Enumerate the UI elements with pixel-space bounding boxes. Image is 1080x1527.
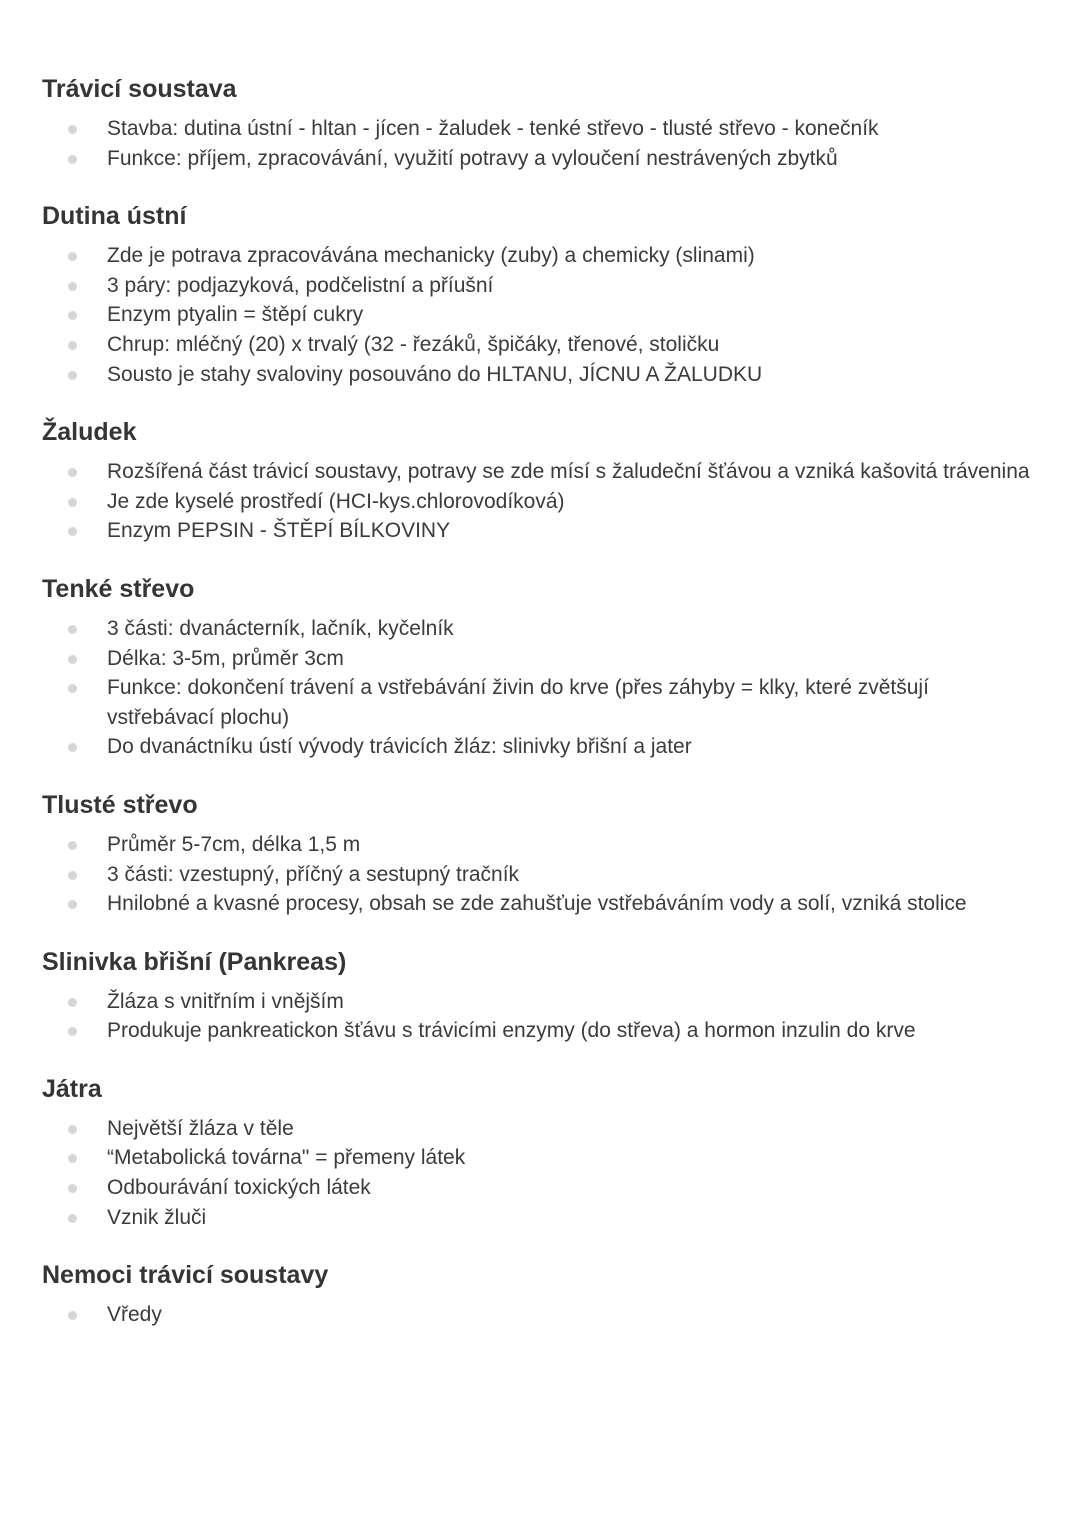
list-item-text: Žláza s vnitřním i vnějším [107, 989, 344, 1013]
section-nemoci [42, 1258, 1040, 1330]
list-item [42, 114, 1037, 144]
list-item [42, 457, 1037, 487]
list-item [42, 889, 1037, 919]
list-item [42, 1300, 1037, 1330]
list-item-text: Funkce: příjem, zpracovávání, využití potravy a vyloučení nestrávených zbytků [107, 146, 838, 170]
list-item-text: Stavba: dutina ústní - hltan - jícen - žaludek - tenké střevo - tlusté střevo - konečník [107, 117, 879, 140]
bullet-icon [68, 1184, 77, 1193]
section-title: Slinivka břišní (Pankreas) [42, 947, 347, 976]
list-item [42, 1114, 1037, 1144]
bullet-icon [68, 468, 77, 477]
bullet-icon [68, 311, 77, 320]
list-item-text: Enzym ptyalin = štěpí cukry [107, 303, 364, 327]
list-item-text: 3 části: vzestupný, příčný a sestupný tračník [107, 862, 520, 886]
bullet-list [42, 457, 1040, 546]
bullet-list [42, 830, 1040, 919]
list-item-text: 3 části: dvanácterník, lačník, kyčelník [107, 616, 454, 640]
section-dutina-ustni [42, 199, 1040, 389]
bullet-icon [68, 900, 77, 909]
bullet-list [42, 614, 1040, 762]
list-item-text: Zde je potrava zpracovávána mechanicky (zuby) a chemicky (slinami) [107, 244, 755, 268]
section-tluste-strevo [42, 788, 1040, 919]
bullet-icon [68, 1125, 77, 1134]
bullet-icon [68, 155, 77, 164]
list-item [42, 830, 1037, 860]
list-item [42, 1143, 1037, 1173]
list-item-text: Enzym PEPSIN - ŠTĚPÍ BÍLKOVINY [107, 519, 451, 543]
list-item-text: Do dvanáctníku ústí vývody trávicích žláz: slinivky břišní a jater [107, 735, 692, 759]
section-slinivka-brisni [42, 945, 1040, 1046]
bullet-icon [68, 1154, 77, 1163]
list-item [42, 1173, 1037, 1203]
list-item [42, 732, 1037, 762]
list-item-text: Průměr 5-7cm, délka 1,5 m [107, 832, 361, 856]
list-item-text: Délka: 3-5m, průměr 3cm [107, 646, 344, 670]
bullet-icon [68, 1027, 77, 1036]
bullet-icon [68, 371, 77, 380]
section-jatra [42, 1072, 1040, 1232]
bullet-icon [68, 841, 77, 850]
section-tenke-strevo [42, 572, 1040, 762]
list-item [42, 241, 1037, 271]
bullet-icon [68, 998, 77, 1007]
bullet-icon [68, 252, 77, 261]
list-item [42, 1016, 1037, 1046]
list-item-text: Vznik žluči [107, 1205, 207, 1229]
list-item [42, 271, 1037, 301]
list-item [42, 614, 1037, 644]
list-item [42, 860, 1037, 890]
list-item [42, 487, 1037, 517]
bullet-icon [68, 341, 77, 350]
bullet-icon [68, 527, 77, 536]
bullet-list [42, 1114, 1040, 1232]
section-travici-soustava [42, 72, 1040, 173]
list-item-text: Je zde kyselé prostředí (HCI-kys.chlorovodíková) [107, 489, 565, 513]
section-title: Dutina ústní [42, 202, 187, 231]
bullet-icon [68, 1311, 77, 1320]
list-item-text: Funkce: dokončení trávení a vstřebávání živin do krve (přes záhyby = klky, které zvětšují vstřebávací plochu) [107, 676, 929, 729]
bullet-list [42, 114, 1040, 173]
bullet-icon [68, 684, 77, 693]
bullet-list [42, 241, 1040, 389]
list-item-text: Vředy [107, 1303, 162, 1327]
bullet-icon [68, 743, 77, 752]
list-item-text: Chrup: mléčný (20) x trvalý (32 - řezáků, špičáky, třenové, stoličku [107, 332, 720, 356]
section-title: Tenké střevo [42, 574, 195, 603]
section-title: Nemoci trávicí soustavy [42, 1261, 329, 1290]
bullet-icon [68, 498, 77, 507]
list-item-text: Sousto je stahy svaloviny posouváno do HLTANU, JÍCNU A ŽALUDKU [107, 362, 763, 386]
list-item [42, 644, 1037, 674]
section-title: Játra [42, 1074, 102, 1103]
list-item [42, 360, 1037, 390]
list-item-text: 3 páry: podjazyková, podčelistní a příušní [107, 273, 494, 297]
section-title: Trávicí soustava [42, 75, 237, 103]
bullet-icon [68, 1214, 77, 1223]
section-title: Žaludek [42, 418, 137, 447]
bullet-icon [68, 655, 77, 664]
bullet-list [42, 1300, 1040, 1330]
list-item [42, 144, 1037, 174]
section-title: Tlusté střevo [42, 790, 198, 819]
list-item [42, 987, 1037, 1017]
bullet-icon [68, 125, 77, 134]
list-item [42, 330, 1037, 360]
bullet-icon [68, 282, 77, 291]
list-item-text: Odbourávání toxických látek [107, 1176, 371, 1200]
list-item [42, 516, 1037, 546]
list-item [42, 673, 1037, 732]
list-item-text: Největší žláza v těle [107, 1116, 294, 1140]
list-item [42, 300, 1037, 330]
section-zaludek [42, 415, 1040, 546]
list-item [42, 1203, 1037, 1233]
bullet-icon [68, 625, 77, 634]
list-item-text: Hnilobné a kvasné procesy, obsah se zde zahušťuje vstřebáváním vody a solí, vzniká stolice [107, 892, 967, 916]
list-item-text: Produkuje pankreatickon šťávu s trávicími enzymy (do střeva) a hormon inzulin do krve [107, 1019, 916, 1043]
bullet-list [42, 987, 1040, 1046]
bullet-icon [68, 871, 77, 880]
list-item-text: “Metabolická továrna" = přemeny látek [107, 1146, 466, 1170]
list-item-text: Rozšířená část trávicí soustavy, potravy se zde mísí s žaludeční šťávou a vzniká kašovitá trávenina [107, 460, 1030, 484]
